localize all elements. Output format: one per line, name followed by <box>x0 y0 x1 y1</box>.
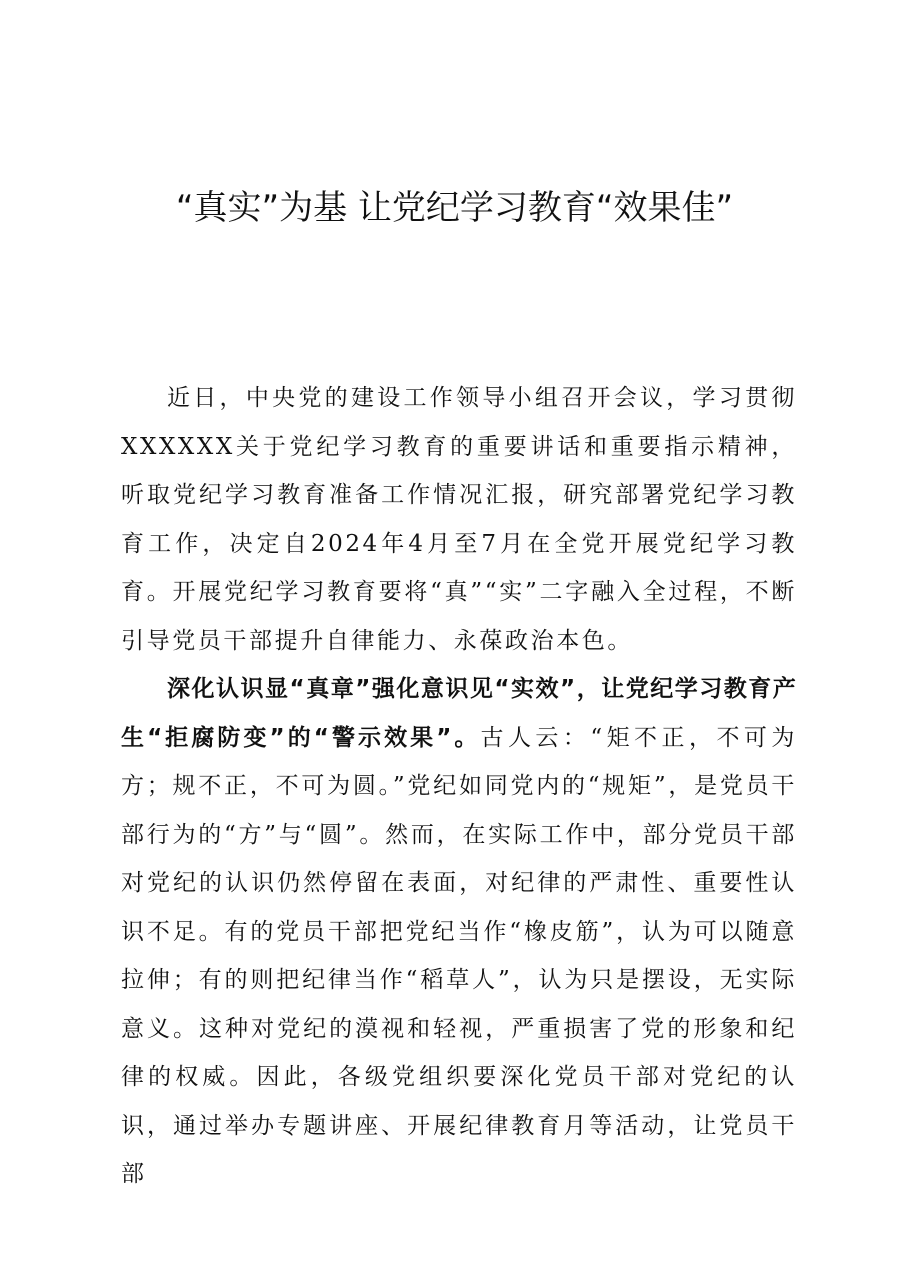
paragraph-section-1 <box>121 665 797 1199</box>
paragraph-text: 古人云：“矩不正，不可为方；规不正，不可为圆。”党纪如同党内的“规矩”，是党员干部行为的“方”与“圆”。然而，在实际工作中，部分党员干部对党纪的认识仍然停留在表面，对纪律的严肃性、重要性认识不足。有的党员干部把党纪当作“橡皮筋”，认为可以随意拉伸；有的则把纪律当作“稻草人”，认为只是摆设，无实际意义。这种对党纪的漠视和轻视，严重损害了党的形象和纪律的权威。因此，各级党组织要深化党员干部对党纪的认识，通过举办专题讲座、开展纪律教育月等活动，让党员干部 <box>121 724 797 1187</box>
paragraph-intro <box>121 374 797 665</box>
paragraph-text: 近日，中央党的建设工作领导小组召开会议，学习贯彻XXXXXX关于党纪学习教育的重要讲话和重要指示精神，听取党纪学习教育准备工作情况汇报，研究部署党纪学习教育工作，决定自2024年4月至7月在全党开展党纪学习教育。开展党纪学习教育要将“真”“实”二字融入全过程，不断引导党员干部提升自律能力、永葆政治本色。 <box>121 385 797 654</box>
paragraph-lead: 深化认识显“真章”强化意识见“实效”，让党纪学习教育产生“拒腐防变”的“警示效果”。 <box>121 676 797 751</box>
document-title: “真实”为基 让党纪学习教育“效果佳” <box>175 188 734 228</box>
document-body <box>121 374 797 1199</box>
